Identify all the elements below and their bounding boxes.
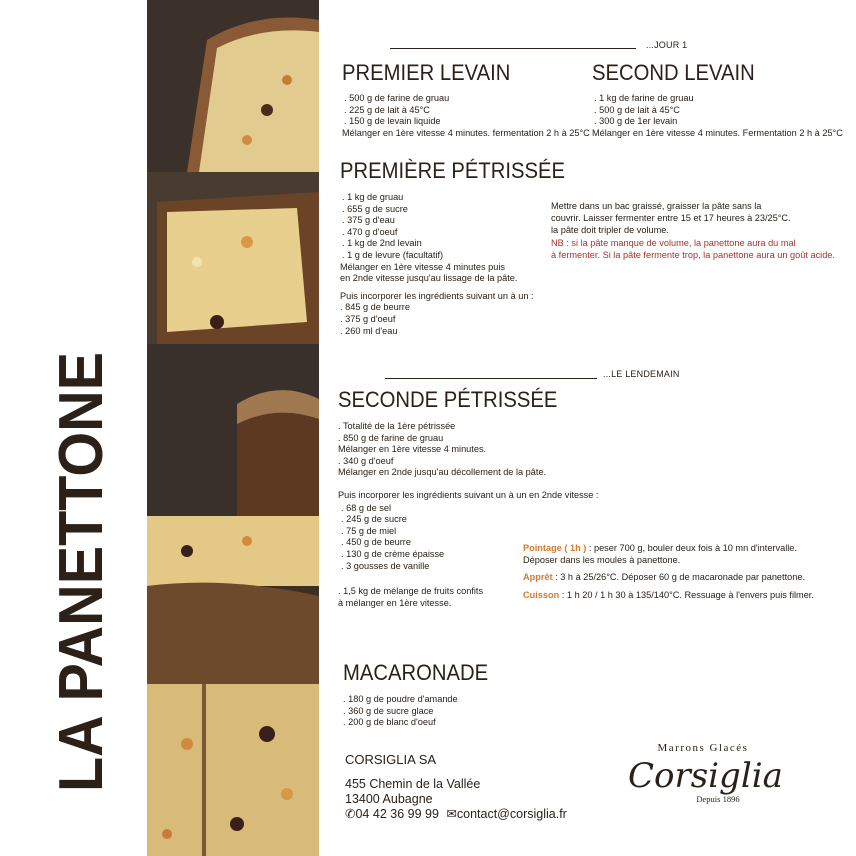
step-text: : 3 h à 25/26°C. Déposer 60 g de macaronade par panettone. bbox=[552, 572, 806, 583]
ingredient: . 3 gousses de vanille bbox=[341, 560, 430, 571]
method-line: Mélanger en 1ère vitesse 4 minutes. bbox=[338, 444, 487, 455]
photo-column bbox=[147, 0, 319, 856]
method-line: Mélanger en 1ère vitesse 4 minutes puis bbox=[340, 261, 505, 272]
note-line: la pâte doit tripler de volume. bbox=[551, 225, 669, 236]
ingredient: . 75 g de miel bbox=[341, 525, 397, 536]
logo-signature: Corsiglia bbox=[628, 756, 783, 796]
step-label: Cuisson bbox=[523, 589, 560, 600]
step-label: Pointage ( 1h ) bbox=[523, 543, 587, 553]
nb-line: à fermenter. Si la pâte fermente trop, la panettone aura un goût acide. bbox=[551, 249, 835, 260]
cuisson-step bbox=[523, 589, 814, 601]
ingredient: . 500 g de lait à 45°C bbox=[594, 104, 680, 115]
panettone-photo bbox=[147, 172, 319, 344]
ingredient: . 1 g de levure (facultatif) bbox=[342, 249, 444, 260]
ingredient: . 180 g de poudre d'amande bbox=[343, 694, 458, 704]
method-note: Mélanger en 1ère vitesse 4 minutes. fermentation 2 h à 25°C bbox=[342, 127, 590, 138]
ingredient: . 375 g d'oeuf bbox=[340, 313, 396, 324]
day-tag: ...JOUR 1 bbox=[646, 40, 688, 50]
ingredient: . 150 g de levain liquide bbox=[344, 116, 441, 127]
ingredient: . 200 g de blanc d'oeuf bbox=[343, 717, 436, 728]
ingredient: . 68 g de sel bbox=[341, 502, 392, 513]
ingredient: . 245 g de sucre bbox=[341, 514, 407, 525]
section-second-levain bbox=[592, 60, 843, 139]
method-line: à mélanger en 1ère vitesse. bbox=[338, 597, 452, 608]
section-divider bbox=[385, 378, 597, 379]
ingredient: . 470 g d'oeuf bbox=[342, 226, 398, 237]
section-premiere-petrissee bbox=[340, 158, 585, 337]
phone-icon: ✆ bbox=[345, 807, 356, 821]
panettone-photo bbox=[147, 516, 319, 684]
ingredient: . 375 g d'eau bbox=[342, 215, 395, 226]
address-line: 13400 Aubagne bbox=[345, 792, 433, 806]
corsiglia-logo bbox=[628, 742, 783, 804]
page-title: LA PANETTONE bbox=[47, 352, 116, 792]
ingredient: . 360 g de sucre glace bbox=[343, 705, 434, 716]
ingredient: . 655 g de sucre bbox=[342, 203, 408, 214]
ingredient: . 260 ml d'eau bbox=[340, 325, 398, 336]
appret-step bbox=[523, 571, 814, 583]
ingredient: . 500 g de farine de gruau bbox=[344, 93, 450, 103]
step-label: Apprêt bbox=[523, 572, 553, 583]
section-heading: PREMIÈRE PÉTRISSÉE bbox=[340, 158, 565, 183]
note-line: couvrir. Laisser fermenter entre 15 et 17 heures à 23/25°C. bbox=[551, 213, 791, 224]
step-text: : peser 700 g, bouler deux fois à 10 mn d'intervalle. bbox=[586, 543, 797, 553]
section-macaronade bbox=[343, 660, 501, 729]
panettone-photo bbox=[147, 684, 319, 856]
company-name: CORSIGLIA SA bbox=[345, 752, 437, 767]
ingredient: . 130 g de crème épaisse bbox=[341, 548, 445, 559]
email-link[interactable]: contact@corsiglia.fr bbox=[456, 807, 567, 821]
step-text: : 1 h 20 / 1 h 30 à 135/140°C. Ressuage à l'envers puis filmer. bbox=[559, 589, 814, 600]
day-tag: ...LE LENDEMAIN bbox=[603, 369, 680, 379]
company-contact bbox=[345, 752, 567, 822]
section-heading: SECONDE PÉTRISSÉE bbox=[338, 387, 558, 412]
method-line: . 850 g de farine de gruau bbox=[338, 432, 444, 443]
section-heading: SECOND LEVAIN bbox=[592, 60, 755, 85]
method-line: . Totalité de la 1ère pétrissée bbox=[338, 421, 456, 431]
section-premier-levain bbox=[342, 60, 590, 139]
ingredient: . 845 g de beurre bbox=[340, 302, 410, 313]
ingredient: . 300 g de 1er levain bbox=[594, 116, 678, 127]
section-divider bbox=[390, 48, 636, 49]
contact-line bbox=[345, 807, 567, 822]
note-line: Mettre dans un bac graissé, graisser la pâte sans la bbox=[551, 201, 762, 211]
ingredient: . 1 kg de 2nd levain bbox=[342, 238, 422, 249]
method-line: en 2nde vitesse jusqu'au lissage de la pâte. bbox=[340, 273, 518, 284]
pointage-step bbox=[523, 542, 814, 554]
incorporate-note: Puis incorporer les ingrédients suivant un à un : bbox=[340, 290, 534, 301]
ingredient: . 225 g de lait à 45°C bbox=[344, 104, 430, 115]
incorporate-note: Puis incorporer les ingrédients suivant un à un en 2nde vitesse : bbox=[338, 489, 599, 500]
panettone-photo bbox=[147, 0, 319, 172]
nb-line: NB : si la pâte manque de volume, la panettone aura du mal bbox=[551, 237, 796, 248]
step-text: Déposer dans les moules à panettone. bbox=[523, 555, 681, 566]
section-heading: PREMIER LEVAIN bbox=[342, 60, 511, 85]
ingredient: . 450 g de beurre bbox=[341, 537, 411, 548]
logo-since: Depuis 1896 bbox=[696, 794, 740, 804]
method-line: Mélanger en 2nde jusqu'au décollement de la pâte. bbox=[338, 467, 547, 478]
mail-icon: ✉ bbox=[446, 807, 457, 821]
method-note: Mélanger en 1ère vitesse 4 minutes. Fermentation 2 h à 25°C bbox=[592, 127, 843, 138]
logo-tagline: Marrons Glacés bbox=[657, 742, 749, 754]
baking-steps bbox=[523, 542, 814, 601]
phone-number[interactable]: 04 42 36 99 99 bbox=[355, 807, 439, 821]
ingredient: . 1 kg de gruau bbox=[342, 192, 404, 202]
address-line: 455 Chemin de la Vallée bbox=[345, 777, 481, 791]
section-heading: MACARONADE bbox=[343, 660, 489, 685]
vertical-title bbox=[38, 352, 118, 792]
fermentation-note bbox=[551, 200, 835, 261]
method-line: . 1,5 kg de mélange de fruits confits bbox=[338, 586, 484, 597]
method-line: . 340 g d'oeuf bbox=[338, 455, 394, 466]
ingredient: . 1 kg de farine de gruau bbox=[594, 93, 694, 103]
panettone-photo bbox=[147, 344, 319, 516]
